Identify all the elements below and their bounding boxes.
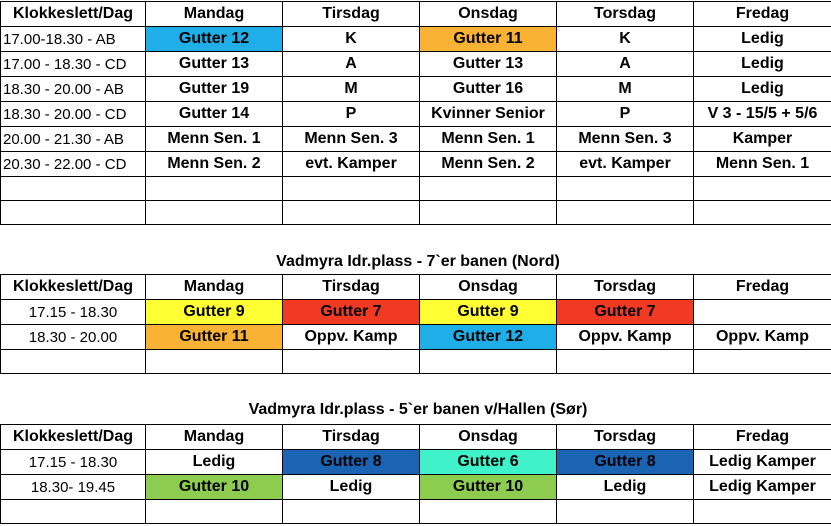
schedule-cell: Gutter 6 bbox=[420, 450, 557, 475]
schedule-cell: Menn Sen. 2 bbox=[420, 152, 557, 177]
schedule-cell: Menn Sen. 1 bbox=[146, 127, 283, 152]
header-time: Klokkeslett/Dag bbox=[1, 275, 146, 300]
table-row bbox=[1, 52, 831, 77]
header-tirsdag: Tirsdag bbox=[283, 2, 420, 27]
header-mandag: Mandag bbox=[146, 275, 283, 300]
schedule-cell: Oppv. Kamp bbox=[557, 325, 694, 350]
schedule-cell: Ledig bbox=[694, 52, 831, 77]
schedule-cell: V 3 - 15/5 + 5/6 bbox=[694, 102, 831, 127]
empty-cell bbox=[557, 177, 694, 201]
table-row bbox=[1, 450, 831, 475]
schedule-cell: Kvinner Senior bbox=[420, 102, 557, 127]
schedule-table-main bbox=[0, 1, 831, 225]
schedule-cell: Gutter 11 bbox=[146, 325, 283, 350]
schedule-cell: Gutter 13 bbox=[146, 52, 283, 77]
schedule-cell: K bbox=[283, 27, 420, 52]
schedule-cell: Gutter 12 bbox=[420, 325, 557, 350]
table-row bbox=[1, 152, 831, 177]
schedule-cell: Gutter 8 bbox=[283, 450, 420, 475]
schedule-cell: Menn Sen. 3 bbox=[283, 127, 420, 152]
empty-cell bbox=[283, 201, 420, 225]
header-torsdag: Torsdag bbox=[557, 2, 694, 27]
header-onsdag: Onsdag bbox=[420, 425, 557, 450]
time-cell: 20.30 - 22.00 - CD bbox=[1, 152, 146, 177]
schedule-cell: Gutter 8 bbox=[557, 450, 694, 475]
empty-cell bbox=[420, 500, 557, 524]
schedule-cell: M bbox=[283, 77, 420, 102]
schedule-cell: M bbox=[557, 77, 694, 102]
empty-row bbox=[1, 350, 831, 374]
empty-cell bbox=[146, 201, 283, 225]
empty-cell bbox=[694, 500, 831, 524]
time-cell: 18.30 - 20.00 - AB bbox=[1, 77, 146, 102]
table-row bbox=[1, 300, 831, 325]
schedule-cell: P bbox=[557, 102, 694, 127]
time-cell: 17.15 - 18.30 bbox=[1, 450, 146, 475]
schedule-cell: Menn Sen. 1 bbox=[420, 127, 557, 152]
empty-cell bbox=[283, 350, 420, 374]
schedule-cell: K bbox=[557, 27, 694, 52]
header-fredag: Fredag bbox=[694, 2, 831, 27]
header-row bbox=[1, 425, 831, 450]
empty-cell bbox=[283, 500, 420, 524]
schedule-cell: Menn Sen. 2 bbox=[146, 152, 283, 177]
table-row bbox=[1, 102, 831, 127]
table-caption-nord: Vadmyra Idr.plass - 7`er banen (Nord) bbox=[276, 253, 560, 270]
header-time: Klokkeslett/Dag bbox=[1, 425, 146, 450]
empty-cell bbox=[1, 177, 146, 201]
schedule-cell: Kamper bbox=[694, 127, 831, 152]
empty-row bbox=[1, 201, 831, 225]
table-row bbox=[1, 27, 831, 52]
schedule-cell: Ledig bbox=[283, 475, 420, 500]
time-cell: 18.30- 19.45 bbox=[1, 475, 146, 500]
empty-cell bbox=[557, 350, 694, 374]
schedule-cell: Gutter 19 bbox=[146, 77, 283, 102]
empty-cell bbox=[420, 350, 557, 374]
schedule-table-sor bbox=[0, 424, 831, 524]
header-row bbox=[1, 275, 831, 300]
schedule-cell: Oppv. Kamp bbox=[694, 325, 831, 350]
header-torsdag: Torsdag bbox=[557, 425, 694, 450]
time-cell: 17.00-18.30 - AB bbox=[1, 27, 146, 52]
time-cell: 18.30 - 20.00 - CD bbox=[1, 102, 146, 127]
table-row bbox=[1, 77, 831, 102]
schedule-cell: A bbox=[557, 52, 694, 77]
time-cell: 20.00 - 21.30 - AB bbox=[1, 127, 146, 152]
empty-cell bbox=[146, 500, 283, 524]
time-cell: 18.30 - 20.00 bbox=[1, 325, 146, 350]
schedule-cell: Gutter 9 bbox=[420, 300, 557, 325]
empty-cell bbox=[146, 177, 283, 201]
empty-cell bbox=[420, 177, 557, 201]
schedule-cell: Gutter 16 bbox=[420, 77, 557, 102]
time-cell: 17.15 - 18.30 bbox=[1, 300, 146, 325]
schedule-cell: Ledig bbox=[146, 450, 283, 475]
table-row bbox=[1, 127, 831, 152]
header-mandag: Mandag bbox=[146, 2, 283, 27]
schedule-cell: Gutter 13 bbox=[420, 52, 557, 77]
header-torsdag: Torsdag bbox=[557, 275, 694, 300]
schedule-cell: Gutter 10 bbox=[146, 475, 283, 500]
empty-cell bbox=[1, 201, 146, 225]
empty-cell bbox=[557, 201, 694, 225]
header-mandag: Mandag bbox=[146, 425, 283, 450]
header-row bbox=[1, 2, 831, 27]
empty-cell bbox=[283, 177, 420, 201]
table-row bbox=[1, 325, 831, 350]
empty-row bbox=[1, 500, 831, 524]
schedule-table-nord bbox=[0, 274, 831, 374]
header-fredag: Fredag bbox=[694, 275, 831, 300]
schedule-cell: Gutter 14 bbox=[146, 102, 283, 127]
table-caption-sor: Vadmyra Idr.plass - 5`er banen v/Hallen (Sør) bbox=[248, 401, 588, 418]
header-tirsdag: Tirsdag bbox=[283, 275, 420, 300]
schedule-cell: A bbox=[283, 52, 420, 77]
empty-cell bbox=[694, 350, 831, 374]
schedule-cell: evt. Kamper bbox=[557, 152, 694, 177]
time-cell: 17.00 - 18.30 - CD bbox=[1, 52, 146, 77]
schedule-cell: Gutter 11 bbox=[420, 27, 557, 52]
schedule-cell: Gutter 9 bbox=[146, 300, 283, 325]
empty-cell bbox=[694, 201, 831, 225]
schedule-cell: Ledig bbox=[694, 77, 831, 102]
schedule-cell: Oppv. Kamp bbox=[283, 325, 420, 350]
schedule-cell: evt. Kamper bbox=[283, 152, 420, 177]
header-tirsdag: Tirsdag bbox=[283, 425, 420, 450]
schedule-cell: Ledig bbox=[694, 27, 831, 52]
empty-cell bbox=[557, 500, 694, 524]
header-fredag: Fredag bbox=[694, 425, 831, 450]
schedule-cell: P bbox=[283, 102, 420, 127]
empty-cell bbox=[694, 177, 831, 201]
schedule-cell: Ledig bbox=[557, 475, 694, 500]
schedule-cell: Ledig Kamper bbox=[694, 450, 831, 475]
header-onsdag: Onsdag bbox=[420, 2, 557, 27]
schedule-cell: Gutter 12 bbox=[146, 27, 283, 52]
schedule-cell: Ledig Kamper bbox=[694, 475, 831, 500]
schedule-cell: Menn Sen. 1 bbox=[694, 152, 831, 177]
table-row bbox=[1, 475, 831, 500]
schedule-cell: Gutter 7 bbox=[283, 300, 420, 325]
schedule-cell: Gutter 7 bbox=[557, 300, 694, 325]
empty-cell bbox=[1, 500, 146, 524]
header-time: Klokkeslett/Dag bbox=[1, 2, 146, 27]
empty-cell bbox=[420, 201, 557, 225]
schedule-cell: Gutter 10 bbox=[420, 475, 557, 500]
schedule-cell bbox=[694, 300, 831, 325]
empty-cell bbox=[1, 350, 146, 374]
header-onsdag: Onsdag bbox=[420, 275, 557, 300]
empty-cell bbox=[146, 350, 283, 374]
schedule-cell: Menn Sen. 3 bbox=[557, 127, 694, 152]
empty-row bbox=[1, 177, 831, 201]
